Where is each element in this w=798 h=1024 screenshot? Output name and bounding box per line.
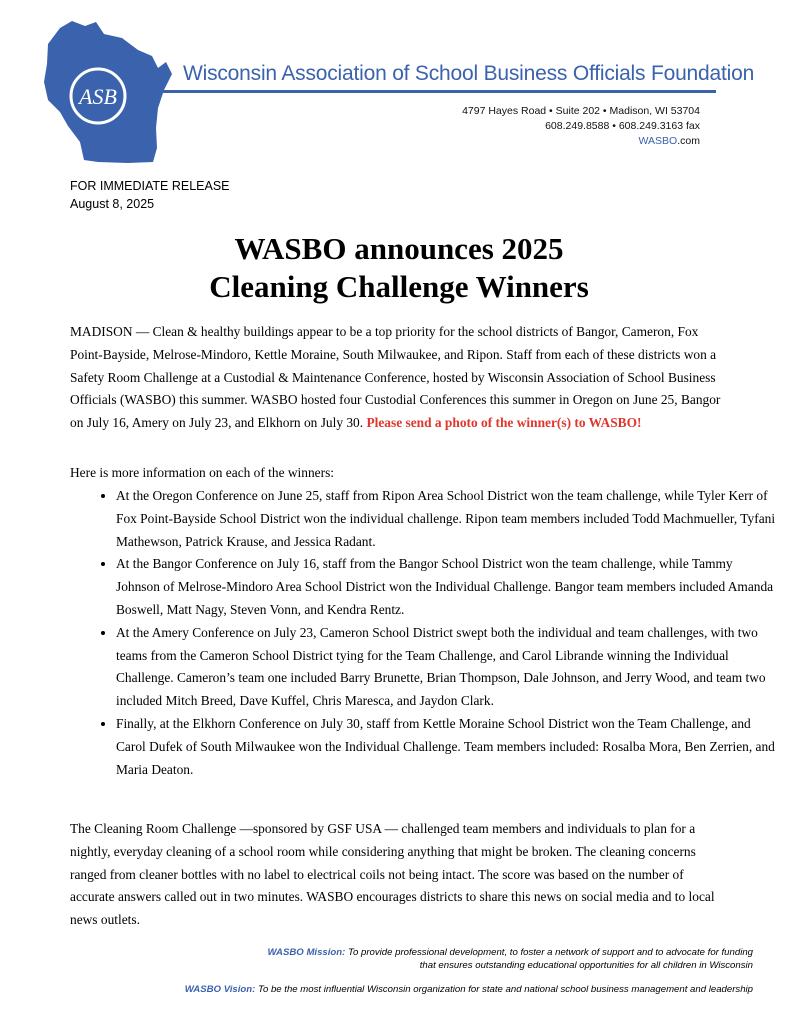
mission-label: WASBO Mission: <box>267 947 346 958</box>
website-domain: .com <box>677 135 700 147</box>
photo-request: Please send a photo of the winner(s) to WASBO! <box>366 415 642 431</box>
release-date: August 8, 2025 <box>70 197 155 211</box>
mission-text-2: that ensures outstanding educational opportunities for all children in Wisconsin <box>419 960 753 971</box>
header-rule <box>158 90 716 93</box>
winners-intro: Here is more information on each of the winners: <box>70 465 335 480</box>
address-block <box>462 104 700 149</box>
list-item-amery: • At the Amery Conference on July 23, Cameron School District swept both the individual and team challenges, with two teams from the Cameron School District tying for the Team Challenge, and Carol Librande winning the Individual Challenge. Cameron’s team one included Barry Brunette, Brian Thompson, Dale Johnson, and Jerry Wood, and team two included Mitch Breed, Dave Kuffel, Chris Maresca, and Jaydon Clark. <box>116 622 776 713</box>
headline-line-2: Cleaning Challenge Winners <box>209 269 589 304</box>
list-item-elkhorn: • Finally, at the Elkhorn Conference on July 30, staff from Kettle Moraine School District won the Team Challenge, and Carol Dufek of South Milwaukee won the Individual Challenge. Team members included: Rosalba Mora, Ben Zerrien, and Maria Deaton. <box>116 713 776 781</box>
vision-label: WASBO Vision: <box>184 984 256 995</box>
intro-paragraph <box>70 321 730 435</box>
letterhead <box>0 0 798 170</box>
list-item-oregon: • At the Oregon Conference on June 25, staff from Ripon Area School District won the team challenge, while Tyler Kerr of Fox Point-Bayside School District won the individual challenge. Ripon team members included Todd Machmueller, Tyfani Mathewson, Patrick Krause, and Jessica Radant. <box>116 485 776 553</box>
headline-line-1: WASBO announces 2025 <box>234 231 564 266</box>
website-name: WASBO <box>638 135 678 147</box>
phone-fax: 608.249.8588 • 608.249.3163 fax <box>545 120 700 132</box>
intro-text: MADISON — Clean & healthy buildings appear to be a top priority for the school districts of Bangor, Cameron, Fox Point-Bayside, Melrose-Mindoro, Kettle Moraine, South Milwaukee, and Ripon. Staff from each of these districts won a Safety Room Challenge at a Custodial & Maintenance Conference, hosted by Wisconsin Association of School Business Officials (WASBO) this summer. WASBO hosted four Custodial Conferences this summer in Oregon on June 25, Bangor on July 16, Amery on July 23, and Elkhorn on July 30. <box>70 324 721 431</box>
street-address: 4797 Hayes Road • Suite 202 • Madison, WI 53704 <box>462 105 700 117</box>
challenge-paragraph: The Cleaning Room Challenge —sponsored by GSF USA — challenged team members and individuals to plan for a nightly, everyday cleaning of a school room while considering anything that might be broken. The cleaning concerns ranged from cleaner bottles with no label to electrical coils not being intact. The score was based on the number of accurate answers called out in two minutes. WASBO encourages districts to share this news on social media and to local news outlets. <box>70 821 715 928</box>
release-label: FOR IMMEDIATE RELEASE <box>70 179 230 193</box>
vision-statement <box>185 983 753 996</box>
winners-list <box>70 485 776 781</box>
vision-text: To be the most influential Wisconsin organization for state and national school business management and leadership <box>255 984 753 995</box>
release-info <box>70 177 230 213</box>
logo-monogram: ASB <box>79 84 117 109</box>
mission-text-1: To provide professional development, to foster a network of support and to advocate for funding <box>345 947 753 958</box>
headline <box>0 230 798 306</box>
list-item-bangor: • At the Bangor Conference on July 16, staff from the Bangor School District won the team challenge, while Tammy Johnson of Melrose-Mindoro Area School District won the Individual Challenge. Bangor team members included Amanda Boswell, Matt Nagy, Steven Vonn, and Kendra Rentz. <box>116 553 776 621</box>
mission-statement <box>268 946 753 972</box>
website <box>462 134 700 149</box>
org-name: Wisconsin Association of School Business Officials Foundation <box>183 62 755 85</box>
